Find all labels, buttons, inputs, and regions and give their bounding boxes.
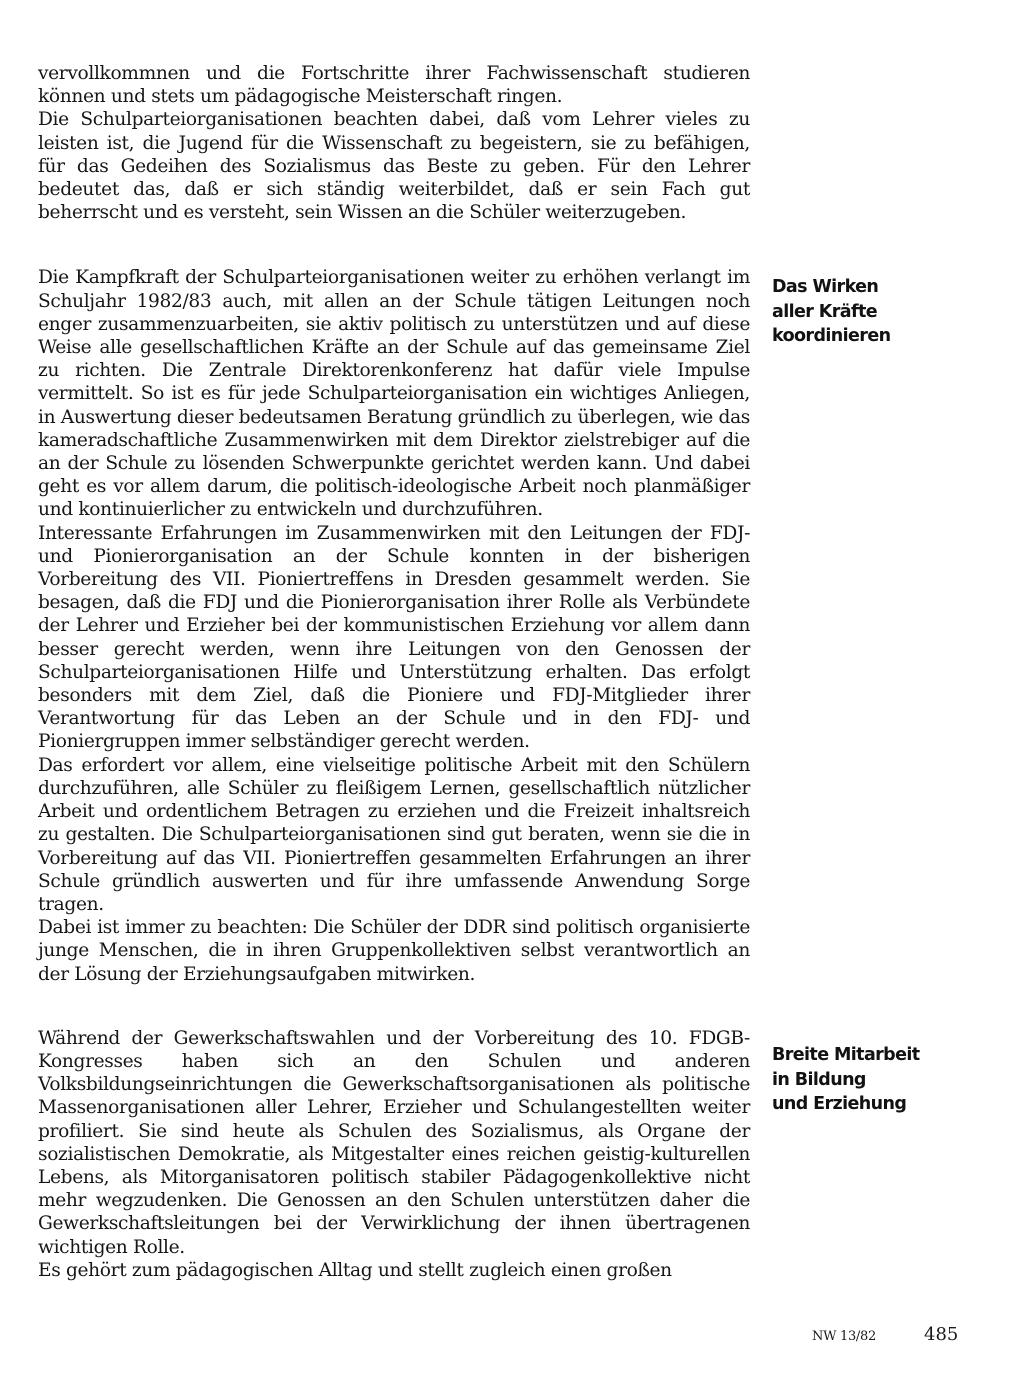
section-gap <box>38 986 750 1027</box>
paragraph-alltag: Es gehört zum pädagogischen Alltag und stellt zugleich einen großen <box>38 1259 672 1281</box>
margin-heading-kraefte: Das Wirken aller Kräfte koordinieren <box>772 277 891 346</box>
margin-heading-mitarbeit: Breite Mitarbeit in Bildung und Erziehung <box>772 1045 920 1114</box>
section-gap <box>38 224 750 266</box>
paragraph-kampfkraft: Die Kampfkraft der Schulparteiorganisationen weiter zu erhöhen verlangt im Schuljahr 1982/83 auch, mit allen an der Schule tätigen Leitungen noch enger zusammenzuarbeiten, sie aktiv politisch zu unterstützen und auf diese Weise alle gesellschaftlichen Kräfte an der Schule auf das gemeinsame Ziel zu richten. Die Zentrale Direktorenkonferenz hat dafür viele Impulse vermittelt. So ist es für jede Schulparteiorganisation ein wichtiges Anliegen, in Auswertung dieser bedeutsamen Beratung gründlich zu überlegen, wie das kameradschaftliche Zusammenwirken mit dem Direktor zielstrebiger auf die an der Schule zu lösenden Schwerpunkte gerichtet werden kann. Und dabei geht es vor allem darum, die politisch-ideologische Arbeit noch planmäßiger und kontinuierlicher zu entwickeln und durchzuführen. <box>38 267 750 521</box>
paragraph-beachten: Dabei ist immer zu beachten: Die Schüler der DDR sind politisch organisierte junge Menschen, die in ihren Gruppenkollektiven selbst verantwortlich an der Lösung der Erziehungsaufgaben mitwirken. <box>38 917 750 985</box>
paragraph-erfordert: Das erfordert vor allem, eine vielseitige politische Arbeit mit den Schülern durchzuführen, alle Schüler zu fleißigem Lernen, gesellschaftlich nützlicher Arbeit und ordentlichem Betragen zu erziehen und die Freizeit inhaltsreich zu gestalten. Die Schulparteiorganisationen sind gut beraten, wenn sie die in Vorbereitung auf das VII. Pioniertreffen gesammelten Erfahrungen an ihrer Schule gründlich auswerten und für ihre umfassende Anwendung Sorge tragen. <box>38 754 750 915</box>
paragraph-gewerkschaftswahlen: Während der Gewerkschaftswahlen und der Vorbereitung des 10. FDGB-Kongresses haben sich an den Schulen und anderen Volksbildungseinrichtungen die Gewerkschaftsorganisationen als politische Massenorganisationen aller Lehrer, Erzieher und Schulangestellten weiter profiliert. Sie sind heute als Schulen des Sozialismus, als Organe der sozialistischen Demokratie, als Mitgestalter eines reichen geistig-kulturellen Lebens, als Mitorganisatoren politisch stabiler Pädagogenkollektive nicht mehr wegzudenken. Die Genossen an den Schulen unterstützen daher die Gewerkschaftsleitungen bei der Verwirklichung der ihnen übertragenen wichtigen Rolle. <box>38 1027 750 1258</box>
page-number: 485 <box>924 1324 959 1345</box>
issue-code: NW 13/82 <box>812 1329 876 1344</box>
paragraph-schulparteiorganisationen: Die Schulparteiorganisationen beachten dabei, daß vom Lehrer vieles zu leisten ist, die Jugend für die Wissenschaft zu begeistern, sie zu befähigen, für das Gedeihen des Sozialismus das Beste zu geben. Für den Lehrer bedeutet das, daß er sich ständig weiterbildet, daß er sein Fach gut beherrscht und es versteht, sein Wissen an die Schüler weiterzugeben. <box>38 109 750 224</box>
main-text-column <box>38 62 750 1282</box>
paragraph-continuation: vervollkommnen und die Fortschritte ihrer Fachwissenschaft studieren können und stets um pädagogische Meisterschaft ringen. <box>38 63 750 108</box>
paragraph-erfahrungen: Interessante Erfahrungen im Zusammenwirken mit den Leitungen der FDJ- und Pionierorganisation an der Schule konnten in der bisherigen Vorbereitung des VII. Pioniertreffens in Dresden gesammelt werden. Sie besagen, daß die FDJ und die Pionierorganisation ihrer Rolle als Verbündete der Lehrer und Erzieher bei der kommunistischen Erziehung vor allem dann besser gerecht werden, wenn ihre Leitungen von den Genossen der Schulparteiorganisationen Hilfe und Unterstützung erhalten. Das erfolgt besonders mit dem Ziel, daß die Pioniere und FDJ-Mitglieder ihrer Verantwortung für das Leben an der Schule und in den FDJ- und Pioniergruppen immer selbständiger gerecht werden. <box>38 522 750 753</box>
